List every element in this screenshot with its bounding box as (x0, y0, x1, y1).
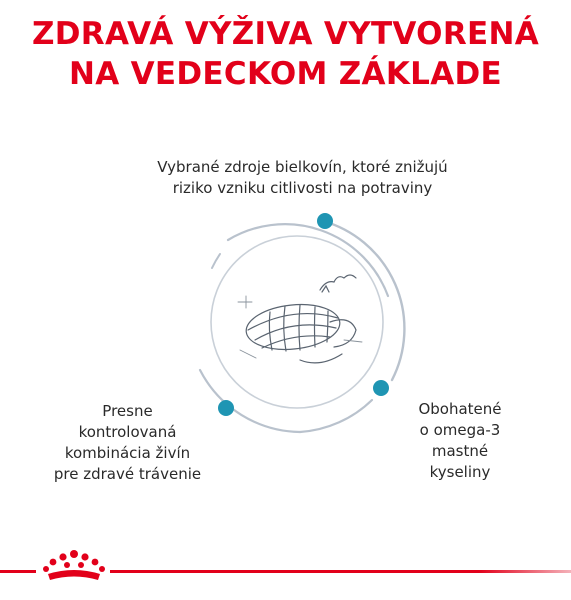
benefit-omega-line-4: kyseliny (429, 463, 491, 481)
benefit-nutrient-line-3: kombinácia živín (64, 444, 191, 462)
headline-line-1: ZDRAVÁ VÝŽIVA VYTVORENÁ (31, 16, 540, 52)
benefit-dot-right (373, 380, 389, 396)
benefit-omega-line-2: o omega-3 (419, 421, 501, 439)
headline-line-2: NA VEDECKOM ZÁKLADE (68, 56, 503, 92)
kibble-and-cat-sketch-icon (238, 275, 362, 363)
benefit-protein-line-2: riziko vzniku citlivosti na potraviny (172, 179, 433, 197)
benefit-omega-line-1: Obohatené (418, 400, 502, 418)
orbit-ring (200, 221, 404, 432)
benefit-nutrient-line-2: kontrolovaná (78, 423, 177, 441)
benefit-nutrient-line-1: Presne (102, 402, 153, 420)
benefit-dot-top (317, 213, 333, 229)
benefit-omega-line-3: mastné (431, 442, 489, 460)
crown-logo-icon (40, 548, 108, 584)
benefit-dot-left (218, 400, 234, 416)
benefit-nutrient-line-4: pre zdravé trávenie (53, 465, 202, 483)
inner-ring (211, 236, 383, 408)
benefit-protein-line-1: Vybrané zdroje bielkovín, ktoré znižujú (157, 158, 448, 176)
footer-line-right (110, 570, 571, 573)
footer-line-left (0, 570, 36, 573)
